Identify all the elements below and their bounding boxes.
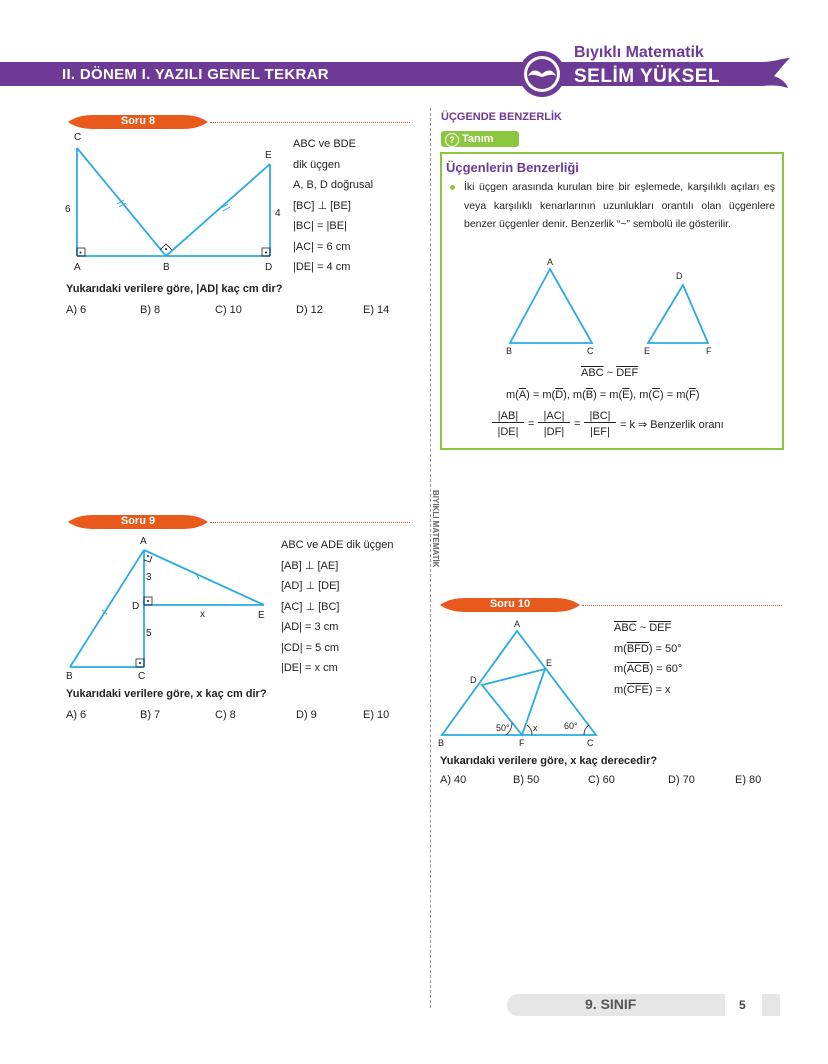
angle-arc: $\overline{F}$ [689, 389, 696, 401]
ratio-eq: = [528, 418, 535, 430]
q9-given: ABC ve ADE dik üçgen [281, 539, 394, 551]
q9-question: Yukarıdaki verilere göre, x kaç cm dir? [66, 688, 267, 700]
q10-angle-60: 60° [564, 721, 578, 731]
brand-subtitle: Bıyıklı Matematik [574, 44, 704, 61]
q9-givens [281, 535, 394, 679]
q9-point-b: B [66, 671, 73, 682]
ratio-den-1: |DE| [497, 426, 519, 438]
q8-label: Soru 8 [120, 115, 156, 127]
q8-option-d[interactable]: D) 12 [296, 304, 323, 316]
q8-option-c[interactable]: C) 10 [215, 304, 242, 316]
q10-point-a: A [514, 619, 521, 629]
ratio-den-2: |DF| [543, 426, 565, 438]
vertical-brand-label: BIYIKLI MATEMATİK [431, 490, 440, 568]
q9-given: [AC] ⊥ [BC] [281, 600, 340, 613]
q10-given: $m(\overline{ACB}) = 60^\circ$ [614, 663, 683, 675]
brand-name: SELİM YÜKSEL [574, 66, 721, 87]
q9-given: [AD] ⊥ [DE] [281, 580, 340, 592]
theory-heading: ÜÇGENDE BENZERLİK [441, 111, 563, 123]
q8-point-e: E [265, 150, 272, 161]
q9-option-e[interactable]: E) 10 [363, 709, 390, 721]
vertical-brand-text [424, 490, 440, 600]
footer-block [762, 994, 780, 1016]
angle-text: ) = m( [593, 389, 623, 401]
ratio-num-1: |AB| [492, 410, 524, 423]
q9-option-c[interactable]: C) 8 [215, 709, 236, 721]
ratio-eq: = [574, 418, 581, 430]
q8-point-a: A [74, 262, 81, 273]
q9-point-d: D [132, 601, 140, 612]
q10-point-c: C [587, 738, 594, 748]
q10-option-d[interactable]: D) 70 [668, 774, 695, 786]
q8-point-c: C [74, 132, 82, 143]
q10-question: Yukarıdaki verilere göre, x kaç derecedir? [440, 755, 658, 767]
q9-option-d[interactable]: D) 9 [296, 709, 317, 721]
angle-text: ), m( [563, 389, 586, 401]
angle-equalities [506, 389, 699, 401]
fig-point-a: A [547, 257, 554, 267]
q8-given: |AC| = 6 cm [293, 240, 351, 253]
q10-given-sim: $\overline{ABC}$ ~ $\overline{DEF}$ [614, 622, 672, 634]
angle-arc: $\overline{E}$ [622, 389, 630, 401]
q9-point-a: A [140, 536, 147, 547]
q9-label: Soru 9 [120, 515, 156, 527]
q9-given: |AD| = 3 cm [281, 621, 339, 633]
definition-title: Üçgenlerin Benzerliği [446, 160, 579, 175]
definition-tag-label: Tanım [462, 133, 494, 145]
q9-point-e: E [258, 610, 265, 621]
angle-arc: $\overline{A}$ [518, 389, 527, 401]
q9-option-a[interactable]: A) 6 [66, 709, 87, 721]
q10-point-f: F [519, 738, 525, 748]
angle-arc: $\overline{B}$ [585, 389, 594, 401]
angle-text: ) = m( [660, 389, 690, 401]
q8-point-b: B [163, 262, 170, 273]
grade-label: 9. SINIF [585, 996, 637, 1012]
fig-point-b: B [506, 346, 513, 356]
q9-given: |DE| = x cm [281, 662, 338, 674]
q8-side-ac: 6 [65, 204, 71, 215]
ratio-den-3: |EF| [590, 426, 610, 438]
q9-side-ad: 3 [146, 572, 152, 583]
sim-right: $\overline{DEF}$ [616, 367, 639, 379]
q8-option-e[interactable]: E) 14 [363, 304, 390, 316]
angle-text: ) = m( [526, 389, 556, 401]
q10-option-c[interactable]: C) 60 [588, 774, 615, 786]
sim-left: $\overline{ABC}$ [581, 367, 604, 379]
ratio-tail: = k ⇒ Benzerlik oranı [620, 419, 724, 431]
page-title: II. DÖNEM I. YAZILI GENEL TEKRAR [62, 66, 329, 83]
fig-point-e: E [644, 346, 651, 356]
q10-point-b: B [438, 738, 445, 748]
q10-option-e[interactable]: E) 80 [735, 774, 762, 786]
similar-triangles-figure [500, 255, 730, 360]
q9-given: |CD| = 5 cm [281, 641, 339, 654]
q8-point-d: D [265, 262, 273, 273]
fig-point-f: F [706, 346, 712, 356]
q10-given: $m(\overline{CFE}) = x$ [614, 683, 671, 696]
page-number: 5 [739, 998, 746, 1012]
sim-symbol: ~ [606, 367, 614, 379]
ratio-num-2: |AC| [538, 410, 570, 423]
ratio-num-3: |BC| [584, 410, 616, 423]
q10-rule [582, 605, 782, 606]
fig-point-c: C [587, 346, 594, 356]
q8-question: Yukarıdaki verilere göre, |AD| kaç cm dir? [66, 283, 283, 295]
q10-option-b[interactable]: B) 50 [513, 774, 540, 786]
q8-side-de: 4 [275, 208, 281, 219]
q8-given: ABC ve BDE [293, 138, 356, 150]
q10-label: Soru 10 [489, 598, 531, 610]
q8-given: [BC] ⊥ [BE] [293, 199, 351, 212]
q8-given: |DE| = 4 cm [293, 261, 351, 273]
q8-figure [62, 128, 287, 276]
q9-figure [62, 532, 277, 682]
q9-rule [210, 522, 410, 523]
q10-given: $m(\overline{BFD}) = 50^\circ$ [614, 642, 682, 655]
angle-arc: $\overline{D}$ [555, 389, 564, 401]
q10-point-e: E [546, 658, 553, 668]
q10-figure [434, 615, 606, 750]
q10-angle-x: x [533, 723, 538, 733]
q9-point-c: C [138, 671, 146, 682]
q10-angle-50: 50° [496, 723, 510, 733]
q9-option-b[interactable]: B) 7 [140, 709, 161, 721]
q9-side-cd: 5 [146, 628, 152, 639]
q8-given: dik üçgen [293, 158, 341, 171]
q10-givens [614, 618, 682, 700]
q8-given: A, B, D doğrusal [293, 179, 374, 191]
q8-givens [293, 134, 373, 278]
q9-side-x: x [200, 609, 205, 620]
bullet-icon [450, 185, 455, 190]
similarity-statement [581, 367, 638, 379]
fig-point-d: D [676, 271, 683, 281]
q8-rule [210, 122, 410, 123]
q9-given: [AB] ⊥ [AE] [281, 559, 339, 572]
angle-text: ) [695, 389, 700, 401]
angle-text: ), m( [629, 389, 653, 401]
q10-point-d: D [470, 675, 477, 685]
q8-option-b[interactable]: B) 8 [140, 304, 161, 316]
question-mark-icon: ? [445, 133, 459, 147]
angle-arc: $\overline{C}$ [652, 389, 661, 401]
definition-text: İki üçgen arasında kurulan bire bir eşlemede, karşılıklı açıları eş veya karşılıklı kenarlarının uzunlukları orantılı olan üçgenlere benzer üçgenler denir. Benzerlik “~” sembolü ile gösterilir. [464, 181, 775, 230]
q8-option-a[interactable]: A) 6 [66, 304, 87, 316]
mustache-logo-icon [518, 50, 566, 98]
q10-option-a[interactable]: A) 40 [440, 774, 467, 786]
q8-given: |BC| = |BE| [293, 220, 347, 232]
angle-text: m( [506, 389, 519, 401]
